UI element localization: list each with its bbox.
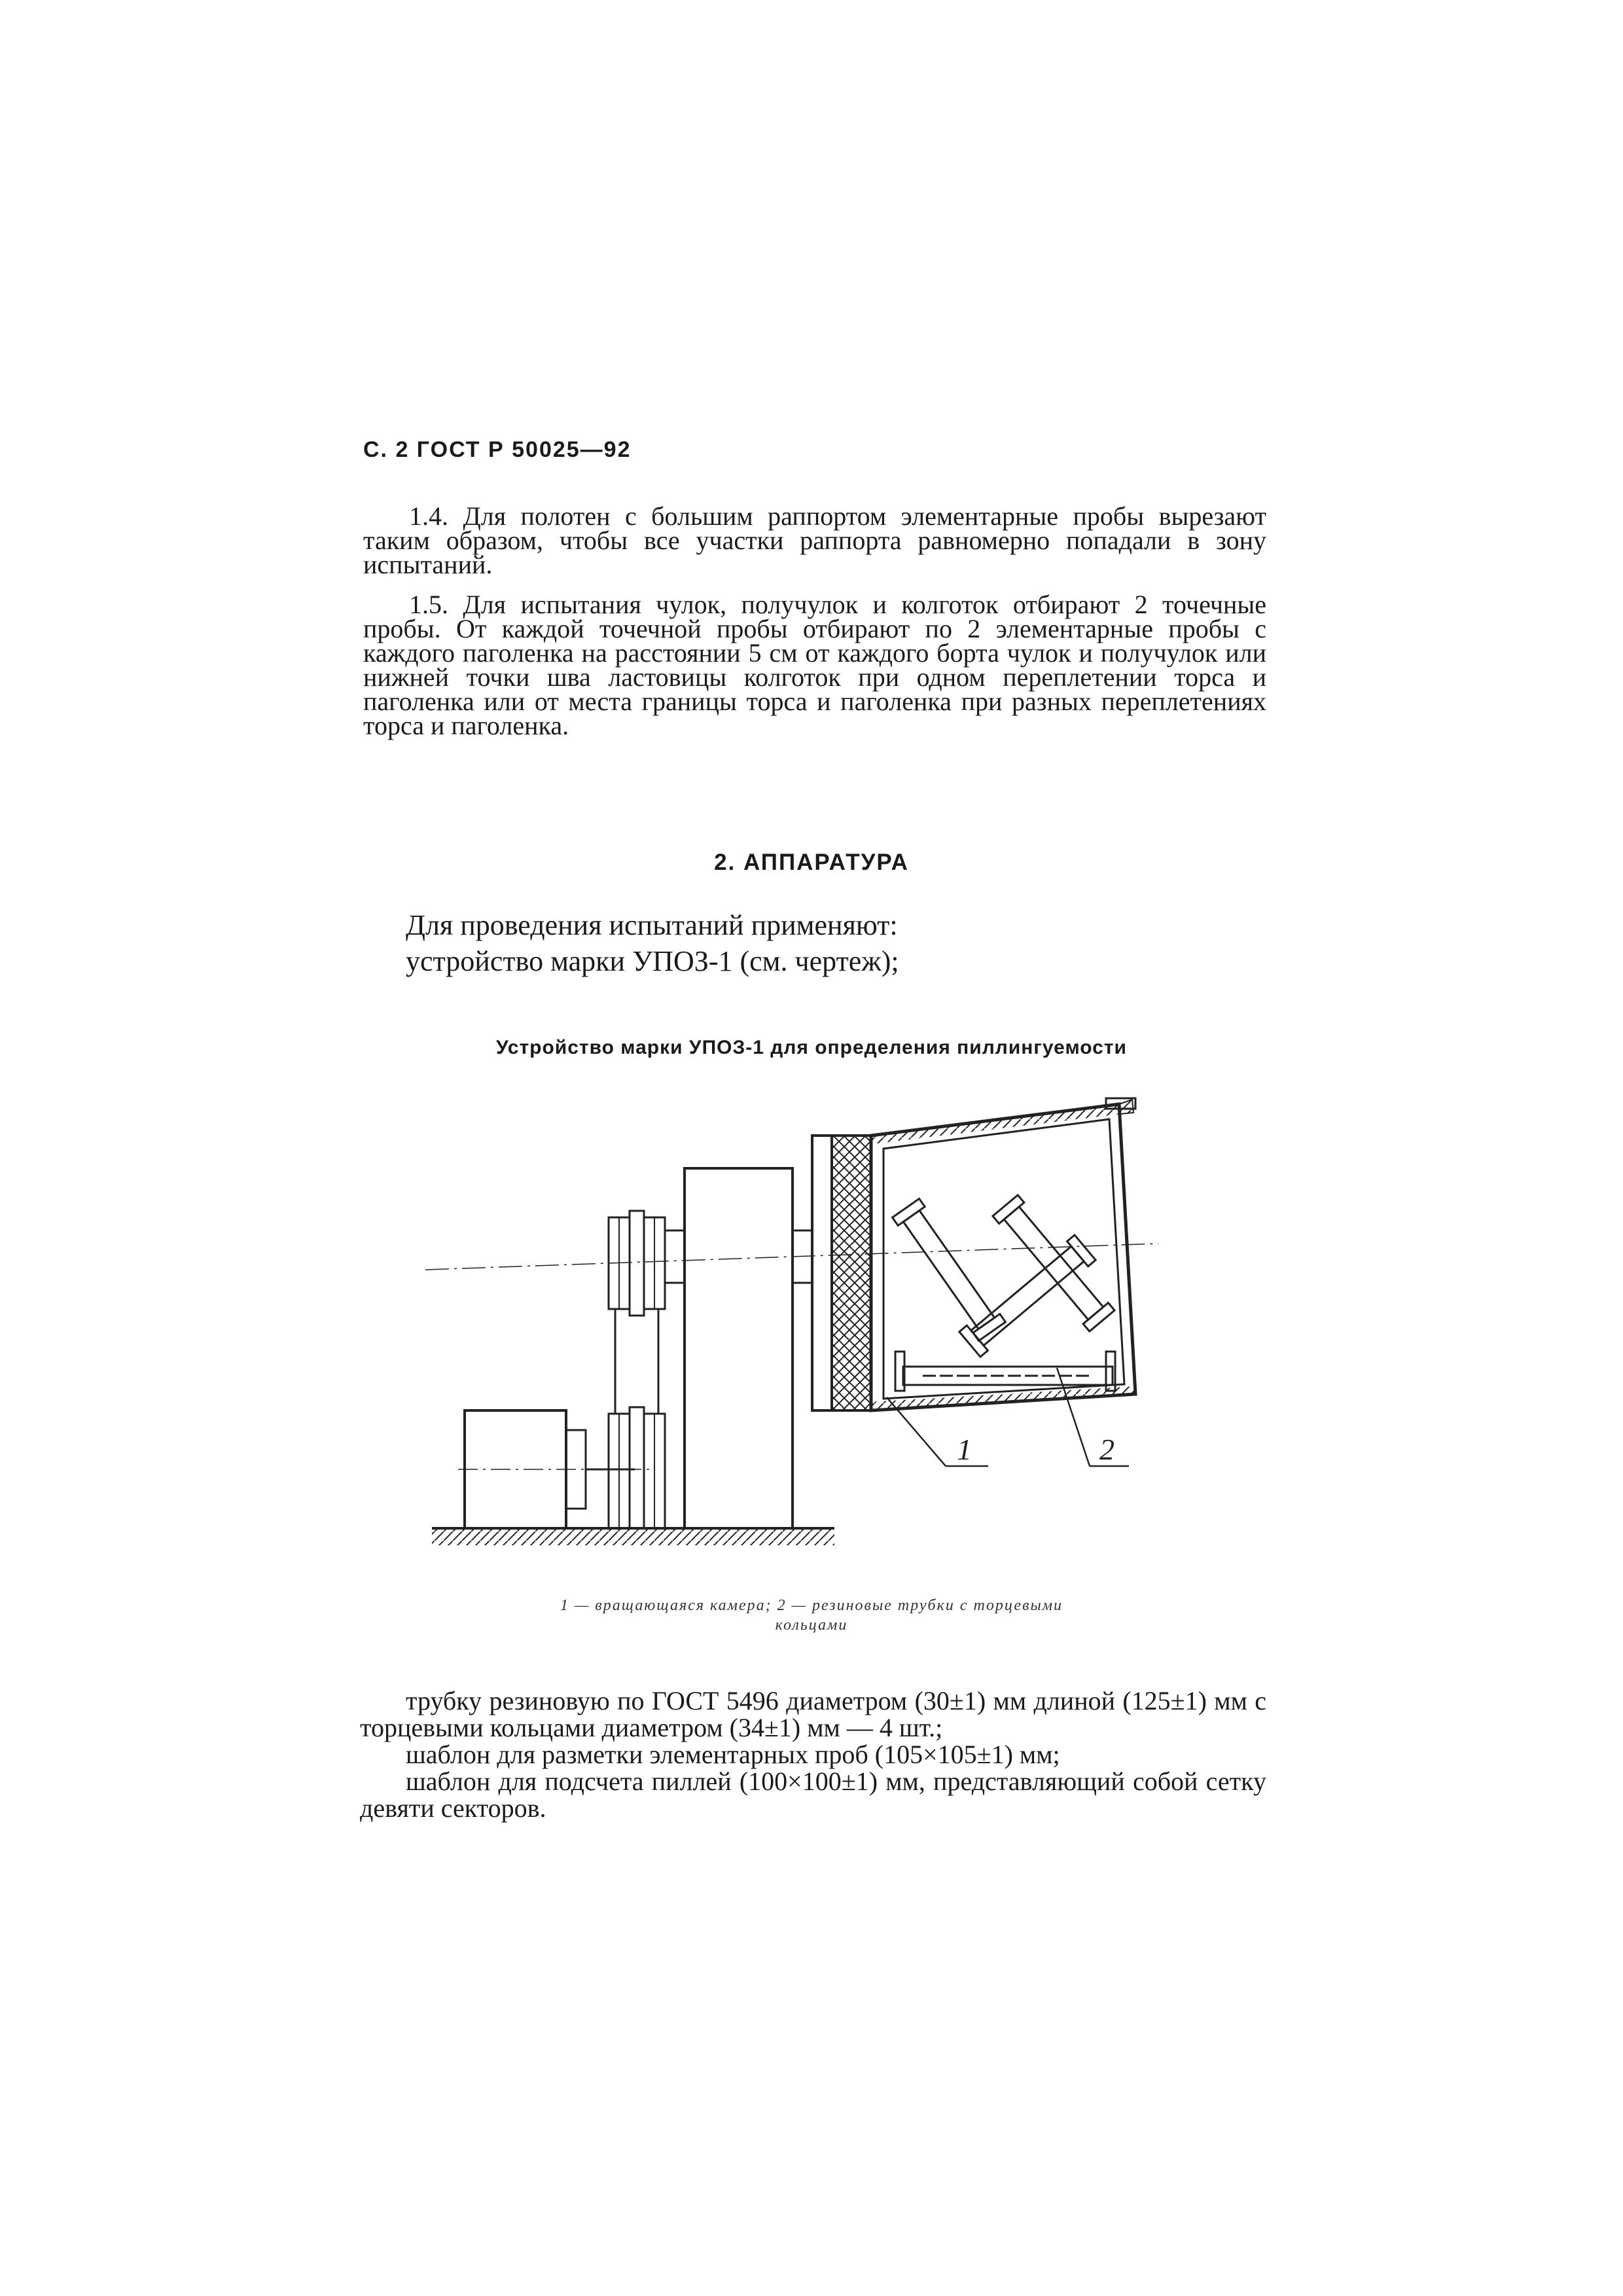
rubber-tubes xyxy=(893,1195,1115,1391)
figure-caption-line-2: кольцами xyxy=(775,1617,848,1634)
list-item: шаблон для подсчета пиллей (100×100±1) мм, представляющий собой сетку девяти секторов. xyxy=(360,1767,1266,1823)
list-item: шаблон для разметки элементарных проб (105×105±1) мм; xyxy=(406,1740,1060,1769)
page-header: С. 2 ГОСТ Р 50025—92 xyxy=(363,437,632,462)
upoz-device-drawing xyxy=(425,1073,1178,1584)
rotating-flange xyxy=(832,1136,871,1410)
support-housing xyxy=(685,1136,832,1528)
label-2: 2 xyxy=(1099,1433,1115,1466)
paragraph-1-5: 1.5. Для испытания чулок, получулок и колготок отбирают 2 точечные пробы. От каждой точечной пробы отбирают по 2 элементарные пробы с каждого паголенка на расстоянии 5 см от каждого борта чулок и получулок или нижней точки шва ластовицы колготок при одном переплетении торса и паголенка или от места границы торса и паголенка при разных переплетениях торса и паголенка. xyxy=(363,590,1266,740)
paragraph-1-4: 1.4. Для полотен с большим раппортом элементарные пробы вырезают таким образом, чтобы все участки раппорта равномерно попадали в зону испытаний. xyxy=(363,501,1266,579)
ground-base xyxy=(432,1528,834,1545)
motor xyxy=(458,1410,654,1528)
label-1: 1 xyxy=(957,1433,972,1466)
list-item: трубку резиновую по ГОСТ 5496 диаметром (30±1) мм длиной (125±1) мм с торцевыми кольцами диаметром (34±1) мм — 4 шт.; xyxy=(360,1686,1266,1742)
figure-caption-line-1: 1 — вращающаяся камера; 2 — резиновые трубки с торцевыми xyxy=(560,1597,1063,1614)
leader-lines xyxy=(887,1368,1129,1466)
section-title: 2. АППАРАТУРА xyxy=(714,850,909,875)
equipment-list xyxy=(360,1687,1266,1821)
belt-pulleys xyxy=(609,1211,685,1528)
figure-title: Устройство марки УПОЗ-1 для определения пиллингуемости xyxy=(495,1037,1128,1058)
intro-line-2: устройство марки УПОЗ-1 (см. чертеж); xyxy=(406,945,899,977)
rotating-chamber xyxy=(871,1098,1135,1410)
intro-line-1: Для проведения испытаний применяют: xyxy=(406,909,898,941)
